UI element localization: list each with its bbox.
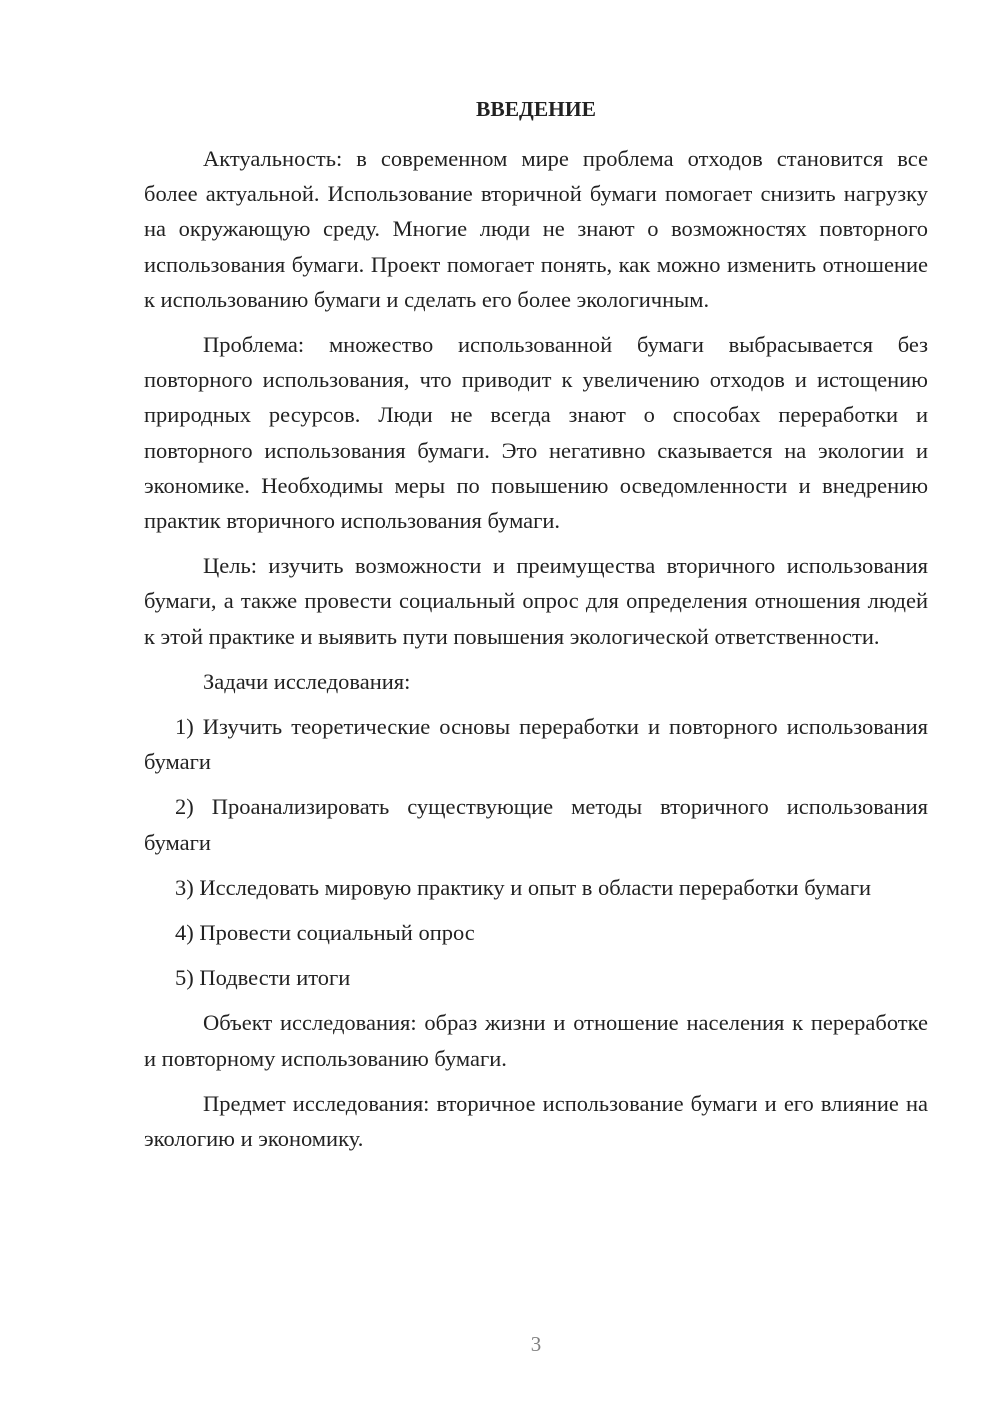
page-number: 3 [530,1332,542,1356]
task-item-4: 4) Провести социальный опрос [175,920,475,946]
relevance-paragraph: Актуальность: в современном мире проблема отходов становится все более актуальной. Использование вторичной бумаги помогает снизить нагрузку на окружающую среду. Многие люди не знают о возможностях повторного использования бумаги. Проект помогает понять, как можно изменить отношение к использованию бумаги и сделать его более экологичным. [144,146,928,312]
page-title: ВВЕДЕНИЕ [476,97,596,121]
task-item-1: 1) Изучить теоретические основы переработки и повторного использования бумаги [144,714,928,775]
problem-paragraph: Проблема: множество использованной бумаги выбрасывается без повторного использования, что приводит к увеличению отходов и истощению природных ресурсов. Люди не всегда знают о способах переработки и повторного использования бумаги. Это негативно сказывается на экологии и экономике. Необходимы меры по повышению осведомленности и внедрению практик вторичного использования бумаги. [144,332,928,534]
goal-paragraph: Цель: изучить возможности и преимущества вторичного использования бумаги, а также провести социальный опрос для определения отношения людей к этой практике и выявить пути повышения экологической ответственности. [144,553,928,649]
tasks-heading: Задачи исследования: [203,668,411,694]
subject-paragraph: Предмет исследования: вторичное использование бумаги и его влияние на экологию и экономику. [144,1090,928,1152]
document-body [144,92,928,1166]
task-item-2: 2) Проанализировать существующие методы вторичного использования бумаги [144,794,928,855]
object-paragraph: Объект исследования: образ жизни и отношение населения к переработке и повторному использованию бумаги. [144,1010,928,1071]
task-item-5: 5) Подвести итоги [175,965,351,991]
task-item-3: 3) Исследовать мировую практику и опыт в области переработки бумаги [175,874,872,900]
